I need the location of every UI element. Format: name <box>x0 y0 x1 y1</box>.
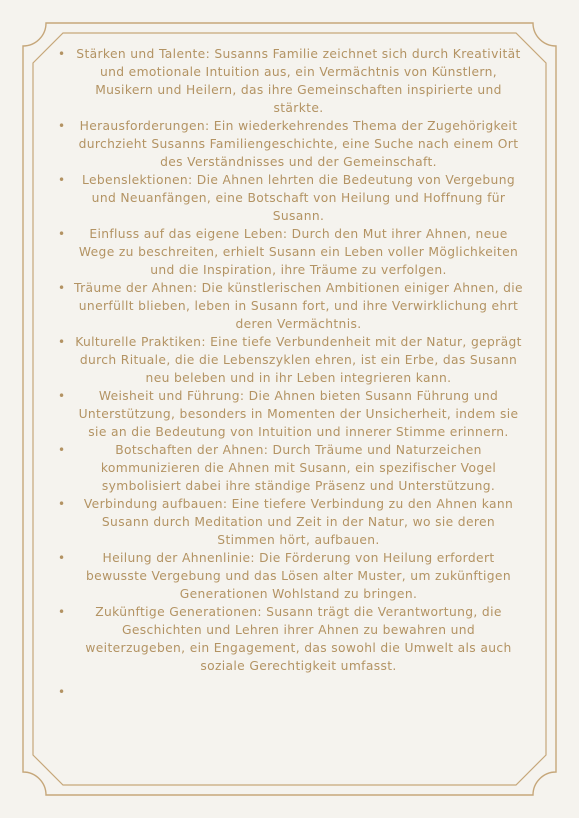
bullet-dot: • <box>58 47 66 61</box>
bullet-dot: • <box>58 227 66 241</box>
bullet-list <box>58 45 523 701</box>
bullet-dot: • <box>58 551 66 565</box>
bullet-item <box>58 45 523 117</box>
bullet-item <box>58 495 523 549</box>
bullet-item <box>58 171 523 225</box>
bullet-item <box>58 117 523 171</box>
bullet-item <box>58 441 523 495</box>
bullet-text: Lebenslektionen: Die Ahnen lehrten die Bedeutung von Vergebung und Neuanfängen, eine Botschaft von Heilung und Hoffnung für Susann. <box>81 173 515 223</box>
bullet-dot: • <box>58 173 66 187</box>
bullet-item <box>58 549 523 603</box>
bullet-text: Stärken und Talente: Susanns Familie zeichnet sich durch Kreativität und emotionale Intuition aus, ein Vermächtnis von Künstlern, Musikern und Heilern, das ihre Gemeinschaften inspirierte und stärkte. <box>76 47 521 115</box>
bullet-dot: • <box>58 685 66 699</box>
bullet-text: Träume der Ahnen: Die künstlerischen Ambitionen einiger Ahnen, die unerfüllt blieben, leben in Susann fort, und ihre Verwirklichung ehrt deren Vermächtnis. <box>74 281 523 331</box>
bullet-text: Heilung der Ahnenlinie: Die Förderung von Heilung erfordert bewusste Vergebung und das Lösen alter Muster, um zukünftigen Generationen Wohlstand zu bringen. <box>86 551 511 601</box>
bullet-text: Botschaften der Ahnen: Durch Träume und Naturzeichen kommunizieren die Ahnen mit Susann, ein spezifischer Vogel symbolisiert dabei ihre ständige Präsenz und Unterstützung. <box>100 443 497 493</box>
bullet-text: Kulturelle Praktiken: Eine tiefe Verbundenheit mit der Natur, geprägt durch Rituale, die die Lebenszyklen ehren, ist ein Erbe, das Susann neu beleben und in ihr Leben integrieren kann. <box>75 335 522 385</box>
bullet-text: Herausforderungen: Ein wiederkehrendes Thema der Zugehörigkeit durchzieht Susanns Familiengeschichte, eine Suche nach einem Ort des Verständnisses und der Gemeinschaft. <box>78 119 519 169</box>
bullet-item <box>58 603 523 675</box>
bullet-item <box>58 279 523 333</box>
bullet-dot: • <box>58 605 66 619</box>
bullet-dot: • <box>58 335 66 349</box>
bullet-text: Verbindung aufbauen: Eine tiefere Verbindung zu den Ahnen kann Susann durch Meditation und Zeit in der Natur, wo sie deren Stimmen hört, aufbauen. <box>83 497 514 547</box>
bullet-item <box>58 333 523 387</box>
bullet-dot: • <box>58 389 66 403</box>
bullet-item-empty <box>58 683 523 701</box>
bullet-dot: • <box>58 497 66 511</box>
bullet-dot: • <box>58 443 66 457</box>
bullet-text: Zukünftige Generationen: Susann trägt die Verantwortung, die Geschichten und Lehren ihrer Ahnen zu bewahren und weiterzugeben, ein Engagement, das sowohl die Umwelt als auch soziale Gerechtigkeit umfasst. <box>85 605 512 673</box>
bullet-dot: • <box>58 281 66 295</box>
bullet-text: Weisheit und Führung: Die Ahnen bieten Susann Führung und Unterstützung, besonders in Momenten der Unsicherheit, indem sie sie an die Bedeutung von Intuition und innerer Stimme erinnern. <box>78 389 519 439</box>
bullet-dot: • <box>58 119 66 133</box>
bullet-item <box>58 225 523 279</box>
document-body <box>58 45 523 701</box>
bullet-item <box>58 387 523 441</box>
bullet-text: Einfluss auf das eigene Leben: Durch den Mut ihrer Ahnen, neue Wege zu beschreiten, erhielt Susann ein Leben voller Möglichkeiten und die Inspiration, ihre Träume zu verfolgen. <box>78 227 519 277</box>
